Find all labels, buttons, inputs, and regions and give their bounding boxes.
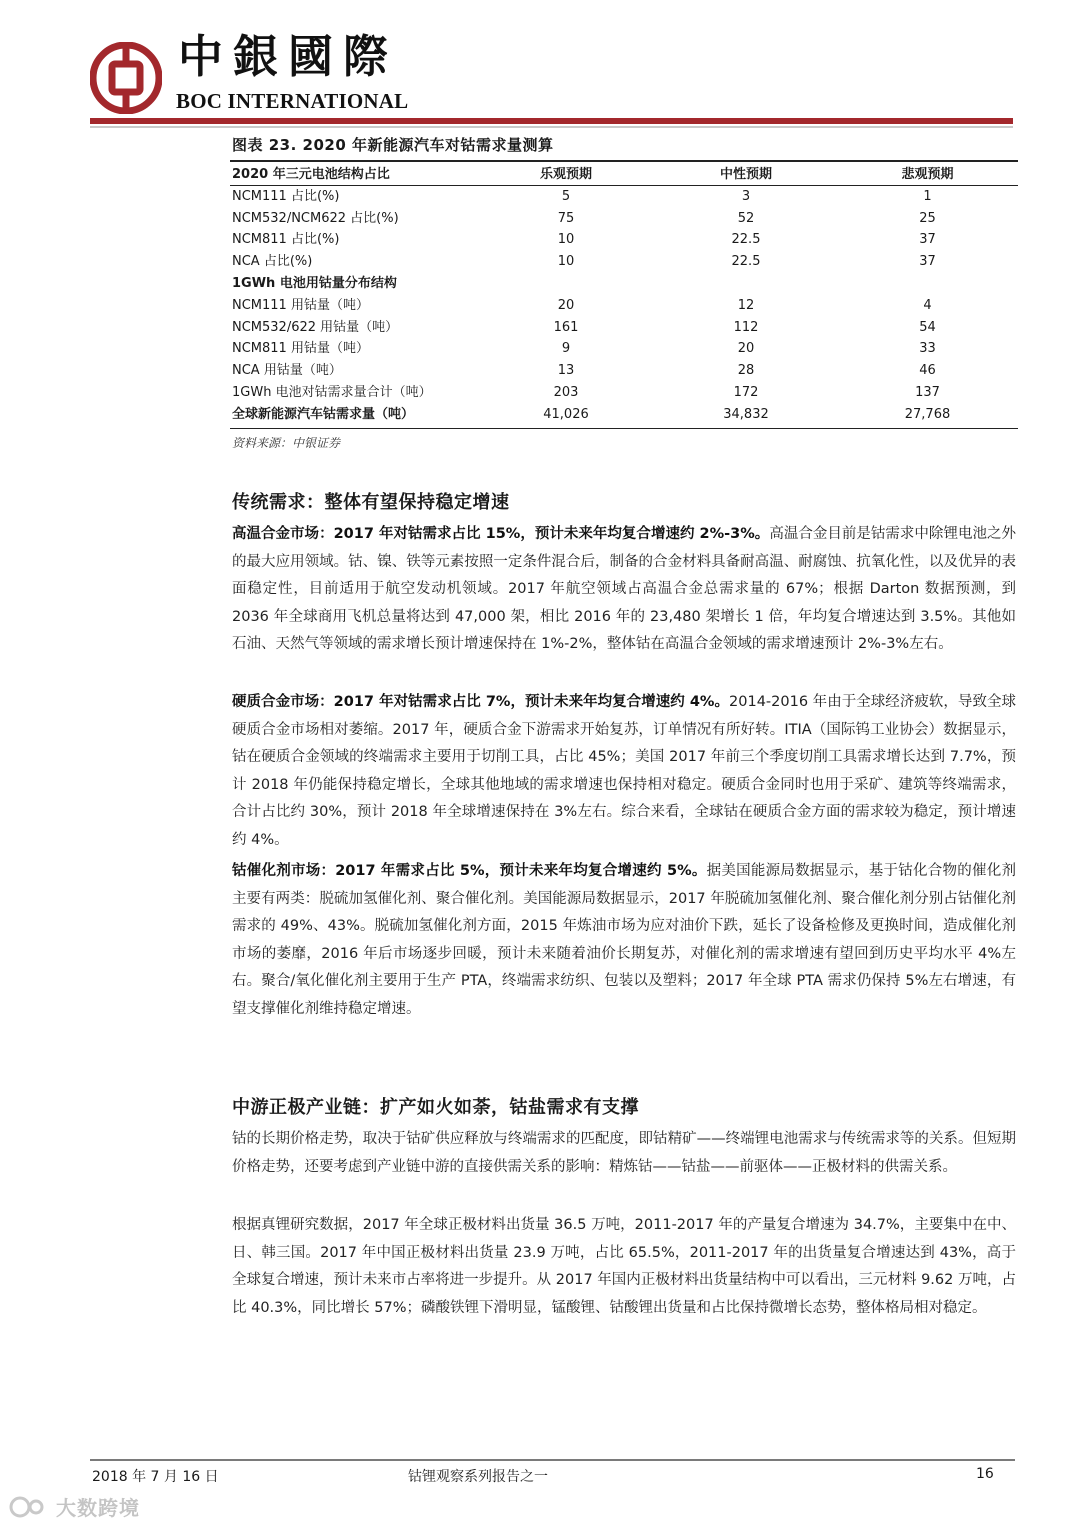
cell-optimistic: 75	[557, 210, 575, 226]
cell-optimistic	[475, 273, 655, 295]
cell-pessimistic: 1	[923, 188, 932, 204]
footer-series-title: 钴锂观察系列报告之一	[408, 1469, 548, 1485]
column-header: 悲观预期	[901, 167, 954, 182]
cell-pessimistic: 37	[919, 254, 936, 270]
column-header: 乐观预期	[539, 167, 592, 182]
cell-neutral: 112	[733, 319, 759, 335]
logo-english-name: BOC INTERNATIONAL	[176, 89, 409, 113]
cell-neutral: 12	[737, 297, 755, 313]
paragraph-body: 高温合金目前是钴需求中除锂电池之外的最大应用领域。钴、镍、铁等元素按照一定条件混合后，制备的合金材料具备耐高温、耐腐蚀、抗氧化性，以及优异的表面稳定性，目前适用于航空发动机领域。2017 年航空领域占高温合金总需求量的 67%；根据 Darton 数据预测，到 2036 年全球商用飞机总量将达到 47,000 架，相比 2016 年的 23,480 架增长 1 倍，年均复合增速达到 3.5%。其他如石油、天然气等领域的需求增长预计增速保持在 1%-2%，整体钴在高温合金领域的需求增速预计 2%-3%左右。	[232, 526, 1016, 652]
table-header-rule	[230, 185, 1018, 186]
cell-pessimistic: 137	[915, 384, 940, 400]
section-heading-traditional-demand: 传统需求：整体有望保持稳定增速	[232, 492, 510, 513]
logo-chinese-name: 中銀國際	[178, 30, 399, 83]
cell-neutral: 22.5	[731, 232, 761, 248]
section-heading-midstream: 中游正极产业链：扩产如火如荼，钴盐需求有支撑	[232, 1097, 639, 1118]
row-label: NCM811 占比(%)	[232, 232, 340, 248]
cobalt-demand-table	[230, 164, 1018, 426]
table-row	[230, 229, 1018, 251]
row-label: NCA 用钴量（吨）	[232, 363, 342, 379]
column-header: 中性预期	[719, 167, 772, 182]
table-title: 图表 23. 2020 年新能源汽车对钴需求量测算	[232, 136, 554, 154]
table-bottom-rule	[230, 428, 1018, 429]
paragraph-cathode-materials: 根据真锂研究数据，2017 年全球正极材料出货量 36.5 万吨，2011-2017 年的产量复合增速为 34.7%，主要集中在中、日、韩三国。2017 年中国正极材料出货量 23.9 万吨，占比 65.5%，2011-2017 年的出货量复合增速达到 43%，高于全球复合增速，预计未来市占率将进一步提升。从 2017 年国内正极材料出货量结构中可以看出，三元材料 9.62 万吨，占比 40.3%，同比增长 57%；磷酸铁锂下滑明显，锰酸锂、钴酸锂出货量和占比保持微增长态势，整体格局相对稳定。	[232, 1217, 1016, 1316]
table-row	[230, 338, 1018, 360]
header-rule	[90, 118, 1013, 124]
paragraph-hard-alloy	[232, 689, 1016, 854]
row-label: NCM811 用钴量（吨）	[232, 341, 369, 357]
paragraph-body: 2014-2016 年由于全球经济疲软，导致全球硬质合金市场相对萎缩。2017 年，硬质合金下游需求开始复苏，订单情况有所好转。ITIA（国际钨工业协会）数据显示，钴在硬质合金领域的终端需求主要用于切削工具，占比 45%；美国 2017 年前三个季度切削工具需求增长达到 7.7%，预计 2018 年仍能保持稳定增长，全球其他地域的需求增速也保持相对稳定。硬质合金同时也用于采矿、建筑等终端需求，合计占比约 30%，预计 2018 年全球增速保持在 3%左右。综合来看，全球钴在硬质合金方面的需求较为稳定，预计增速约 4%。	[232, 694, 1016, 848]
boc-logo-icon	[90, 42, 162, 114]
cell-pessimistic: 25	[919, 210, 936, 226]
cell-neutral: 3	[741, 188, 751, 204]
cell-pessimistic: 46	[919, 363, 936, 379]
cell-optimistic: 41,026	[543, 406, 589, 422]
cell-optimistic: 161	[553, 319, 579, 335]
row-label: NCM532/622 用钴量（吨）	[232, 319, 399, 335]
row-label: NCM111 占比(%)	[232, 188, 340, 204]
table-top-rule	[230, 160, 1018, 162]
row-label: NCA 占比(%)	[232, 254, 313, 270]
row-label: NCM111 用钴量（吨）	[232, 297, 369, 313]
cell-optimistic: 9	[561, 341, 571, 357]
cell-optimistic: 10	[557, 232, 575, 248]
cell-optimistic: 20	[557, 297, 575, 313]
cell-neutral: 34,832	[723, 406, 769, 422]
row-label: 1GWh 电池用钴量分布结构	[232, 275, 397, 291]
cell-neutral: 20	[737, 341, 755, 357]
watermark-icon	[8, 1495, 52, 1519]
paragraph-lead: 高温合金市场：2017 年对钴需求占比 15%，预计未来年均复合增速约 2%-3%。	[232, 526, 770, 542]
header-rule-thin	[90, 126, 1013, 128]
cell-neutral: 172	[733, 384, 759, 400]
table-group-row	[230, 273, 1018, 295]
table-row	[230, 186, 1018, 208]
paragraph-lead: 钴催化剂市场：2017 年需求占比 5%，预计未来年均复合增速约 5%。	[232, 863, 707, 879]
footer-date: 2018 年 7 月 16 日	[92, 1469, 219, 1485]
page-number: 16	[976, 1466, 994, 1482]
cell-pessimistic: 54	[919, 319, 936, 335]
paragraph-catalyst	[232, 858, 1016, 1023]
row-label: 全球新能源汽车钴需求量（吨）	[232, 406, 415, 422]
table-row	[230, 295, 1018, 317]
watermark-text: 大数跨境	[56, 1496, 140, 1520]
paragraph-superalloy	[232, 521, 1016, 659]
paragraph-body: 据美国能源局数据显示，基于钴化合物的催化剂主要有两类：脱硫加氢催化剂、聚合催化剂。美国能源局数据显示，2017 年脱硫加氢催化剂、聚合催化剂分别占钴催化剂需求的 49%、43%。脱硫加氢催化剂方面，2015 年炼油市场为应对油价下跌，延长了设备检修及更换时间，造成催化剂市场的萎靡，2016 年后市场逐步回暖，预计未来随着油价长期复苏，对催化剂的需求增速有望回到历史平均水平 4%左右。聚合/氧化催化剂主要用于生产 PTA，终端需求纺织、包装以及塑料；2017 年全球 PTA 需求仍保持 5%左右增速，有望支撑催化剂维持稳定增速。	[232, 863, 1016, 1017]
cell-pessimistic	[835, 273, 1018, 295]
table-row	[230, 360, 1018, 382]
cell-pessimistic: 33	[919, 341, 936, 357]
row-label: 1GWh 电池对钴需求量合计（吨）	[232, 384, 432, 400]
table-row	[230, 208, 1018, 230]
cell-pessimistic: 37	[919, 232, 936, 248]
cell-optimistic: 10	[557, 254, 575, 270]
row-label: NCM532/NCM622 占比(%)	[232, 210, 399, 226]
cell-neutral: 22.5	[731, 254, 761, 270]
table-source: 资料来源：中银证券	[232, 436, 341, 450]
table-header-row	[230, 164, 1018, 186]
paragraph-lead: 硬质合金市场：2017 年对钴需求占比 7%，预计未来年均复合增速约 4%。	[232, 694, 730, 710]
cell-pessimistic: 27,768	[904, 406, 951, 422]
cell-optimistic: 203	[553, 384, 579, 400]
cell-pessimistic: 4	[923, 297, 932, 313]
cell-neutral: 52	[737, 210, 755, 226]
column-header: 2020 年三元电池结构占比	[232, 167, 390, 182]
cell-optimistic: 5	[561, 188, 571, 204]
paragraph-price-trend: 钴的长期价格走势，取决于钴矿供应释放与终端需求的匹配度，即钴精矿——终端锂电池需求与传统需求等的关系。但短期价格走势，还要考虑到产业链中游的直接供需关系的影响：精炼钴——钴盐——前驱体——正极材料的供需关系。	[232, 1131, 1016, 1175]
table-row	[230, 382, 1018, 404]
cell-neutral: 28	[737, 363, 755, 379]
table-row	[230, 251, 1018, 273]
table-row	[230, 317, 1018, 339]
cell-neutral	[655, 273, 835, 295]
cell-optimistic: 13	[557, 363, 575, 379]
table-total-row	[230, 404, 1018, 426]
footer-rule	[90, 1459, 1015, 1461]
